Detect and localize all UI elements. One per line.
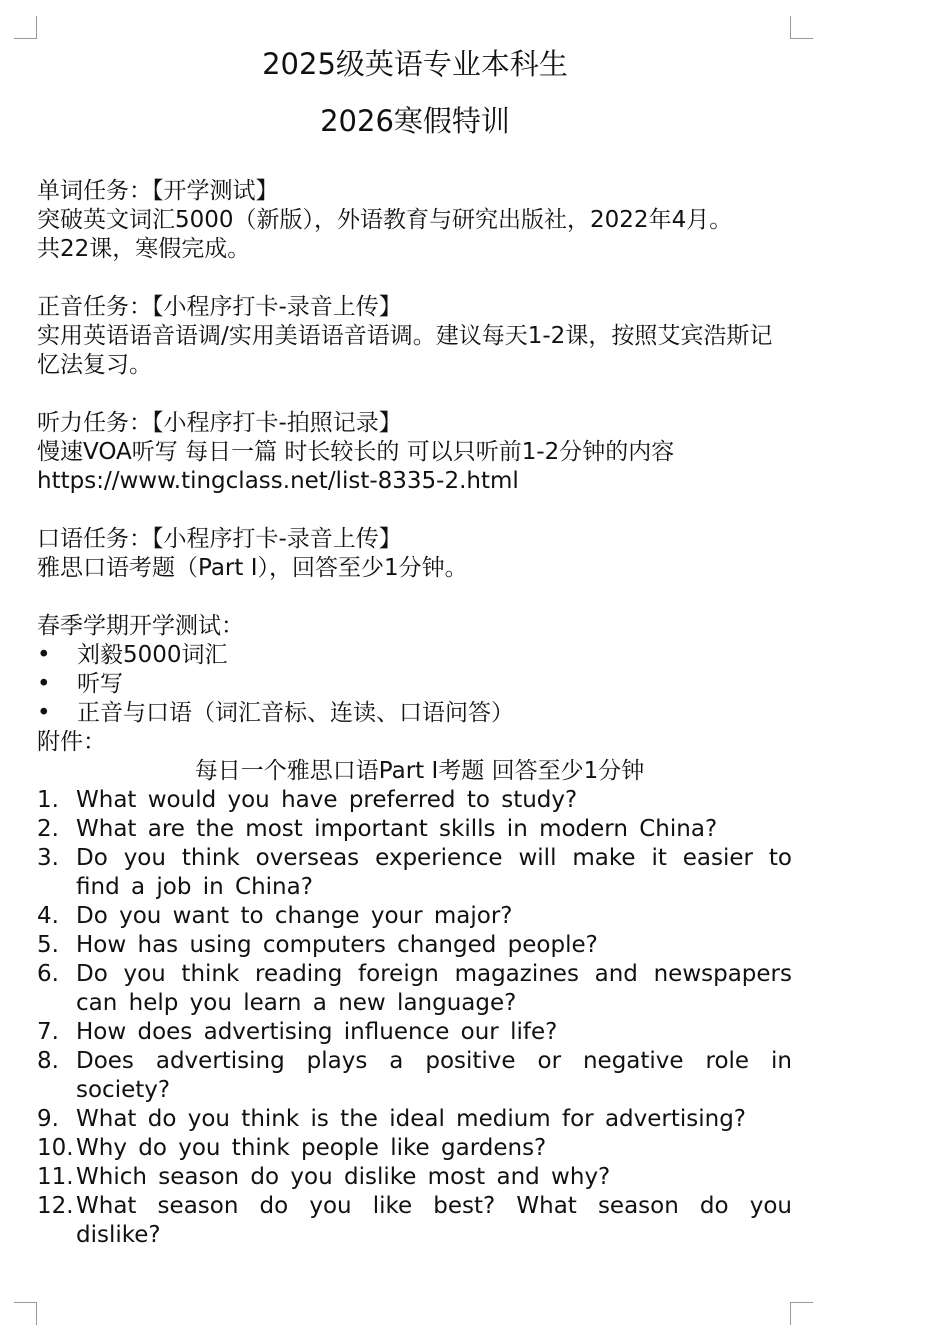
question-text: What would you have preferred to study? [76, 787, 578, 813]
question-number: 11. [37, 1164, 74, 1190]
question-item [37, 1047, 792, 1105]
vocabulary-task-heading: 单词任务：【开学测试】 [37, 178, 279, 204]
page-corner-mark-bottom-left [14, 1302, 37, 1325]
question-number: 2. [37, 816, 59, 842]
question-number: 8. [37, 1048, 59, 1074]
question-text: Do you want to change your major? [76, 903, 513, 929]
question-item [37, 960, 792, 1018]
question-item [37, 902, 792, 931]
page-corner-mark-bottom-right [790, 1302, 813, 1325]
listening-task-line: 慢速VOA听写 每日一篇 时长较长的 可以只听前1-2分钟的内容 [37, 439, 675, 465]
spring-test-heading: 春季学期开学测试： [37, 613, 244, 639]
question-text: How does advertising influence our life? [76, 1019, 558, 1045]
speaking-task [37, 525, 792, 583]
question-item [37, 786, 792, 815]
question-number: 9. [37, 1106, 59, 1132]
list-item: • 听写 [37, 670, 792, 699]
question-text: How has using computers changed people? [76, 932, 598, 958]
question-text: What are the most important skills in modern China? [76, 816, 718, 842]
question-item [37, 1134, 792, 1163]
attachment-label: 附件： [37, 729, 106, 755]
question-list [37, 786, 792, 1250]
document-subtitle: 2026寒假特训 [320, 104, 510, 138]
listening-task [37, 409, 792, 496]
pronunciation-task-heading: 正音任务：【小程序打卡-录音上传】 [37, 294, 402, 320]
question-item [37, 1105, 792, 1134]
pronunciation-task [37, 293, 792, 380]
spring-test-list [37, 641, 792, 728]
speaking-task-heading: 口语任务：【小程序打卡-录音上传】 [37, 526, 402, 552]
spring-test [37, 612, 792, 728]
question-item [37, 1018, 792, 1047]
question-text: Do you think overseas experience will make it easier to find a job in China? [76, 845, 792, 900]
list-item: • 刘毅5000词汇 [37, 641, 792, 670]
listening-task-heading: 听力任务：【小程序打卡-拍照记录】 [37, 410, 402, 436]
speaking-task-line: 雅思口语考题（Part I），回答至少1分钟。 [37, 555, 468, 581]
question-number: 10. [37, 1135, 74, 1161]
question-text: What do you think is the ideal medium for advertising? [76, 1106, 747, 1132]
question-number: 3. [37, 845, 59, 871]
page-corner-mark-top-left [14, 16, 37, 39]
page-corner-mark-top-right [790, 16, 813, 39]
pronunciation-task-line: 实用英语语音语调/实用美语语音语调。建议每天1-2课，按照艾宾浩斯记忆法复习。 [37, 323, 773, 378]
question-item [37, 1192, 792, 1250]
vocabulary-task [37, 177, 792, 264]
vocabulary-task-line: 共22课，寒假完成。 [37, 236, 251, 262]
question-item [37, 815, 792, 844]
question-text: Why do you think people like gardens? [76, 1135, 547, 1161]
question-number: 12. [37, 1193, 74, 1219]
question-text: Do you think reading foreign magazines and newspapers can help you learn a new language? [76, 961, 792, 1016]
listening-task-link[interactable]: https://www.tingclass.net/list-8335-2.html [37, 468, 519, 494]
question-text: What season do you like best? What season do you dislike? [76, 1193, 792, 1248]
question-item [37, 1163, 792, 1192]
attachment-subtitle: 每日一个雅思口语Part I考题 回答至少1分钟 [194, 758, 645, 784]
question-number: 6. [37, 961, 59, 987]
question-item [37, 931, 792, 960]
question-number: 5. [37, 932, 59, 958]
document-body [37, 177, 792, 1250]
question-item [37, 844, 792, 902]
question-number: 7. [37, 1019, 59, 1045]
list-item: • 正音与口语（词汇音标、连读、口语问答） [37, 699, 792, 728]
question-number: 1. [37, 787, 59, 813]
question-text: Which season do you dislike most and why? [76, 1164, 611, 1190]
question-text: Does advertising plays a positive or negative role in society? [76, 1048, 792, 1103]
question-number: 4. [37, 903, 59, 929]
document-title: 2025级英语专业本科生 [262, 47, 568, 81]
attachment [37, 728, 792, 1250]
vocabulary-task-line: 突破英文词汇5000（新版），外语教育与研究出版社，2022年4月。 [37, 207, 733, 233]
